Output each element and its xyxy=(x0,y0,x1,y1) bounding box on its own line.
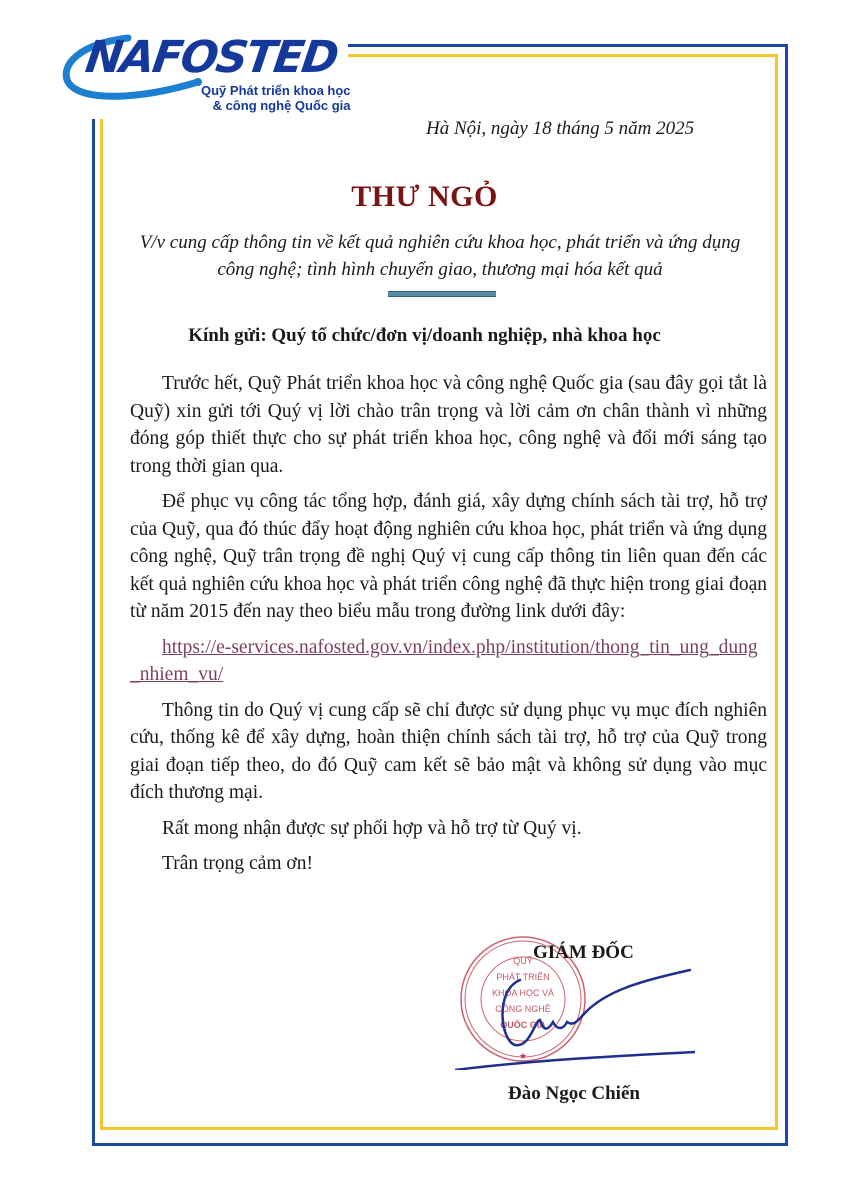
body-paragraph: Trước hết, Quỹ Phát triển khoa học và công nghệ Quốc gia (sau đây gọi tắt là Quỹ) xin gửi tới Quý vị lời chào trân trọng và lời cảm ơn chân thành vì những đóng góp thiết thực cho sự phát triển khoa học, công nghệ và đổi mới sáng tạo trong thời gian qua. xyxy=(130,373,767,477)
letter-date: Hà Nội, ngày 18 tháng 5 năm 2025 xyxy=(426,118,695,139)
frame-border-right-inner xyxy=(775,54,778,1130)
logo-wordmark: NAFOSTED xyxy=(82,32,341,83)
title-divider xyxy=(388,291,496,297)
stamp-line: QUỐC GIA xyxy=(500,1020,546,1030)
frame-border-bottom-outer xyxy=(92,1143,788,1146)
letter-body xyxy=(130,370,767,886)
letter-greeting: Kính gửi: Quý tổ chức/đơn vị/doanh nghiệp, nhà khoa học xyxy=(188,325,661,346)
signer-name: Đào Ngọc Chiến xyxy=(508,1083,640,1104)
stamp-line: CÔNG NGHỆ xyxy=(495,1004,551,1014)
letter-title: THƯ NGỎ xyxy=(351,180,498,213)
logo-tagline xyxy=(201,83,351,113)
logo-tagline-line1: Quỹ Phát triển khoa học xyxy=(201,83,351,98)
nafosted-logo xyxy=(58,22,358,122)
form-link-paragraph xyxy=(130,634,767,689)
subject-line-1: V/v cung cấp thông tin về kết quả nghiên cứu khoa học, phát triển và ứng dụng xyxy=(139,232,741,253)
body-paragraph: Thông tin do Quý vị cung cấp sẽ chỉ được sử dụng phục vụ mục đích nghiên cứu, thống kê để xây dựng, hoàn thiện chính sách tài trợ, hỗ trợ của Quỹ trong giai đoạn tiếp theo, do đó Quỹ cam kết sẽ bảo mật và không sử dụng vào mục đích thương mại. xyxy=(130,699,767,803)
stamp-line: QUỸ xyxy=(513,956,533,966)
stamp-line: PHÁT TRIỂN xyxy=(496,972,550,982)
handwritten-signature xyxy=(455,960,695,1070)
frame-border-left-inner xyxy=(100,119,103,1130)
frame-border-top-outer xyxy=(348,44,788,47)
frame-border-top-inner xyxy=(348,54,778,57)
body-paragraph: Rất mong nhận được sự phối hợp và hỗ trợ từ Quý vị. xyxy=(162,817,582,839)
subject-line-2: công nghệ; tình hình chuyển giao, thương mại hóa kết quả xyxy=(217,259,663,280)
body-paragraph: Để phục vụ công tác tổng hợp, đánh giá, xây dựng chính sách tài trợ, hỗ trợ của Quỹ, qua đó thúc đẩy hoạt động nghiên cứu khoa học, phát triển và ứng dụng công nghệ, Quỹ trân trọng đề nghị Quý vị cung cấp thông tin liên quan đến các kết quả nghiên cứu khoa học và phát triển công nghệ đã thực hiện trong giai đoạn từ năm 2015 đến nay theo biểu mẫu trong đường link dưới đây: xyxy=(130,491,767,622)
stamp-star-icon: ★ xyxy=(518,1051,528,1061)
closing-thanks: Trân trọng cảm ơn! xyxy=(162,853,313,874)
stamp-line: KHOA HỌC VÀ xyxy=(491,988,555,998)
frame-border-bottom-inner xyxy=(100,1127,778,1130)
form-link[interactable]: https://e-services.nafosted.gov.vn/index.php/institution/thong_tin_ung_dung_nhiem_vu/ xyxy=(130,636,758,685)
letter-subject xyxy=(110,229,770,283)
frame-border-left-outer xyxy=(92,119,95,1146)
signer-title: GIÁM ĐỐC xyxy=(533,942,634,963)
logo-tagline-line2: & công nghệ Quốc gia xyxy=(212,98,351,113)
